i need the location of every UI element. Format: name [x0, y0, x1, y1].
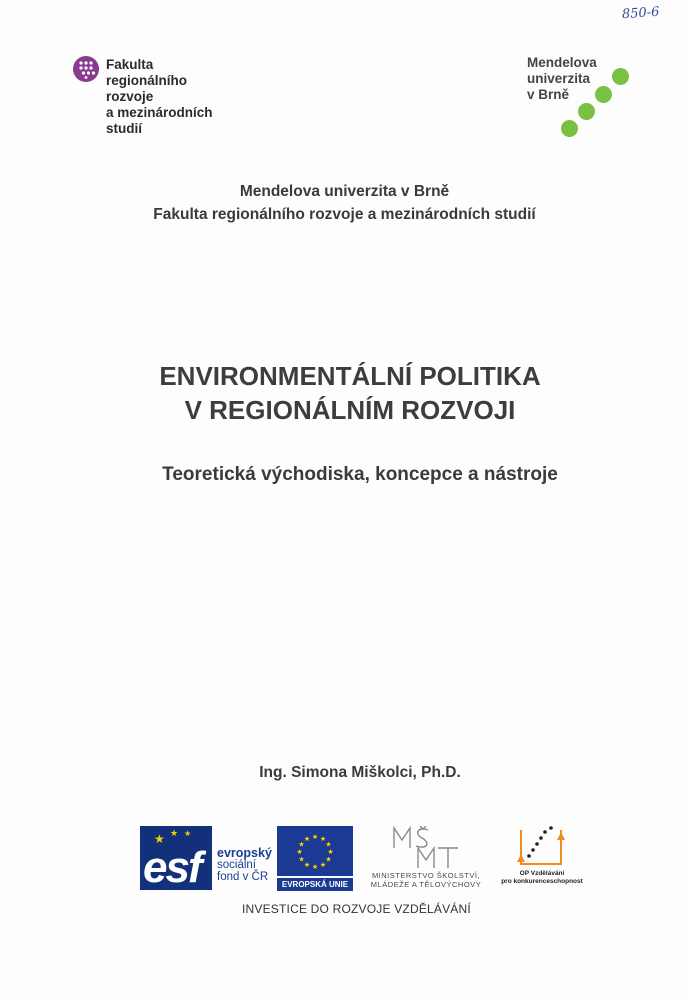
university-logo-dot-icon [561, 120, 578, 137]
faculty-logo [72, 55, 242, 155]
faculty-logo-line: studií [106, 121, 142, 136]
esf-logo [140, 826, 212, 890]
university-logo-line: univerzita [527, 71, 591, 86]
university-logo-line: Mendelova [527, 55, 597, 70]
op-caption [492, 870, 592, 886]
university-logo-text [527, 55, 597, 103]
eu-flag [277, 826, 353, 876]
book-title-line-2: V REGIONÁLNÍM ROZVOJI [184, 395, 516, 425]
svg-text:★: ★ [296, 848, 303, 856]
faculty-logo-line: Fakulta [106, 57, 154, 72]
svg-text:★: ★ [325, 855, 332, 864]
eu-stars-icon [277, 826, 353, 876]
university-logo-line: v Brně [527, 87, 570, 102]
book-subtitle: Teoretická východiska, koncepce a nástroje [162, 464, 558, 485]
esf-star-icon: ★ [170, 828, 179, 838]
svg-text:★: ★ [298, 855, 305, 864]
author-name: Ing. Simona Miškolci, Ph.D. [259, 764, 461, 781]
ministry-caption-line: MLÁDEŽE A TĚLOVÝCHOVY [370, 880, 482, 889]
faculty-logo-text [106, 57, 213, 137]
faculty-logo-line: rozvoje [106, 89, 154, 104]
sponsor-slogan: INVESTICE DO ROZVOJE VZDĚLÁVÁNÍ [242, 902, 471, 916]
faculty-logo-line: regionálního [106, 73, 187, 88]
institution-line-faculty: Fakulta regionálního rozvoje a mezinárodních studií [153, 206, 536, 223]
esf-star-icon: ★ [154, 832, 165, 846]
institution-line-university: Mendelova univerzita v Brně [239, 183, 450, 200]
faculty-logo-line: a mezinárodních [106, 105, 213, 120]
esf-caption [217, 847, 272, 883]
ministry-logo-mark-icon [392, 826, 462, 870]
esf-star-icon: ★ [184, 829, 192, 838]
university-logo-dot-icon [595, 86, 612, 103]
svg-text:★: ★ [311, 863, 319, 871]
university-logo-dot-icon [578, 103, 595, 120]
svg-text:★: ★ [319, 835, 327, 843]
university-logo [522, 55, 642, 145]
op-caption-line: pro konkurenceschopnost [501, 878, 583, 885]
svg-text:★: ★ [319, 861, 327, 869]
svg-text:★: ★ [325, 840, 332, 849]
svg-text:★: ★ [303, 861, 311, 869]
ministry-caption [362, 871, 490, 889]
faculty-logo-mark-icon [72, 55, 100, 83]
book-title-line-1: ENVIRONMENTÁLNÍ POLITIKA [159, 361, 541, 391]
esf-logo-letters: esf [143, 843, 201, 892]
svg-text:★: ★ [303, 835, 311, 843]
university-logo-dot-icon [612, 68, 629, 85]
op-logo-mark-icon [515, 826, 567, 868]
ministry-caption-line: MINISTERSTVO ŠKOLSTVÍ, [371, 871, 481, 880]
op-caption-line: OP Vzdělávání [519, 870, 565, 877]
handwritten-note: 850-6 [621, 4, 660, 23]
esf-caption-line: evropský [217, 846, 272, 860]
esf-caption-line: fond v ČR [217, 871, 269, 883]
esf-caption-line: sociální [217, 859, 256, 871]
svg-text:★: ★ [311, 833, 319, 841]
svg-text:★: ★ [327, 848, 334, 856]
eu-label: EVROPSKÁ UNIE [277, 878, 353, 891]
svg-text:★: ★ [298, 840, 305, 849]
